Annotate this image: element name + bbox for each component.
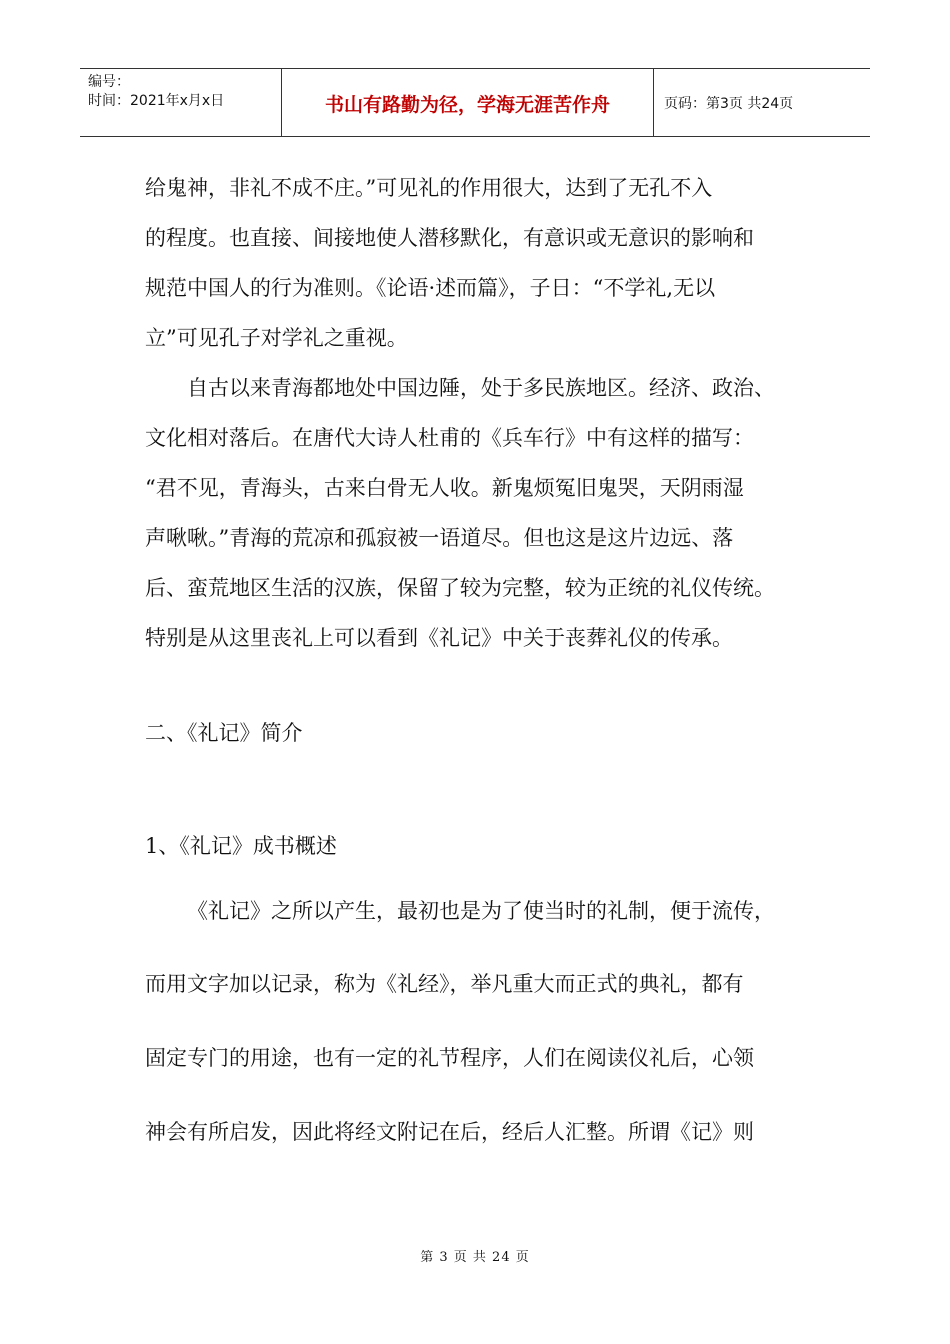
header-motto: 书山有路勤为径，学海无涯苦作舟 <box>282 69 654 136</box>
text-line: 的程度。也直接、间接地使人潜移默化，有意识或无意识的影响和 <box>145 226 754 250</box>
header-page-label: 页码：第3页 共24页 <box>664 95 794 112</box>
page-header <box>80 68 870 137</box>
text-line: 而用文字加以记录，称为《礼经》，举凡重大而正式的典礼，都有 <box>145 972 744 996</box>
text-line: 给鬼神，非礼不成不庄。”可见礼的作用很大，达到了无孔不入 <box>145 176 713 200</box>
text-line: 文化相对落后。在唐代大诗人杜甫的《兵车行》中有这样的描写： <box>145 426 754 450</box>
text-line: 特别是从这里丧礼上可以看到《礼记》中关于丧葬礼仪的传承。 <box>145 626 733 650</box>
number-label: 编号： <box>88 74 130 90</box>
text-line: 《礼记》之所以产生，最初也是为了使当时的礼制，便于流传， <box>187 899 775 923</box>
page-footer: 第 3 页 共 24 页 <box>420 1250 530 1265</box>
text-line: “君不见，青海头，古来白骨无人收。新鬼烦冤旧鬼哭，天阴雨湿 <box>145 476 744 500</box>
date-label: 时间：2021年x月x日 <box>88 93 225 109</box>
section-heading: 二、《礼记》简介 <box>145 721 303 745</box>
text-line: 规范中国人的行为准则。《论语·述而篇》，子日：“不学礼,无以 <box>145 276 716 300</box>
subsection-heading: 1、《礼记》成书概述 <box>145 834 337 858</box>
text-line: 后、蛮荒地区生活的汉族，保留了较为完整，较为正统的礼仪传统。 <box>145 576 775 600</box>
text-line: 固定专门的用途，也有一定的礼节程序，人们在阅读仪礼后，心领 <box>145 1046 754 1070</box>
header-meta <box>80 69 282 136</box>
text-line: 声啾啾。”青海的荒凉和孤寂被一语道尽。但也这是这片边远、落 <box>145 526 734 550</box>
text-line: 神会有所启发，因此将经文附记在后，经后人汇整。所谓《记》则 <box>145 1120 754 1144</box>
text-line: 立”可见孔子对学礼之重视。 <box>145 326 408 350</box>
text-line: 自古以来青海都地处中国边陲，处于多民族地区。经济、政治、 <box>187 376 775 400</box>
